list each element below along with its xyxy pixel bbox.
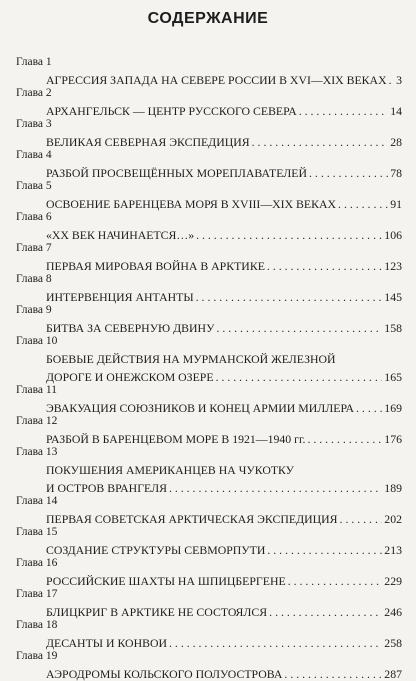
chapter-title-line <box>46 69 402 87</box>
chapter-number: Глава 3 <box>16 118 52 130</box>
chapter-title: ДЕСАНТЫ И КОНВОИ <box>46 636 168 650</box>
page-number: 106 <box>384 228 402 242</box>
toc-entry <box>16 87 402 118</box>
dot-leader <box>216 321 382 335</box>
toc-entry <box>16 650 402 681</box>
chapter-number: Глава 17 <box>16 588 58 600</box>
dot-leader <box>307 432 382 446</box>
chapter-title-line <box>46 663 402 681</box>
chapter-title: ОСВОЕНИЕ БАРЕНЦЕВА МОРЯ В XVIII—XIX ВЕКАХ <box>46 197 337 211</box>
chapter-title-line <box>46 397 402 415</box>
page-number: 202 <box>384 512 402 526</box>
chapter-title: РАЗБОЙ ПРОСВЕЩЁННЫХ МОРЕПЛАВАТЕЛЕЙ <box>46 166 308 180</box>
chapter-title: БЛИЦКРИГ В АРКТИКЕ НЕ СОСТОЯЛСЯ <box>46 605 268 619</box>
chapter-title-line <box>46 570 402 588</box>
chapter-title: АЭРОДРОМЫ КОЛЬСКОГО ПОЛУОСТРОВА <box>46 667 283 681</box>
chapter-title-line <box>46 131 402 149</box>
chapter-number: Глава 11 <box>16 384 57 396</box>
dot-leader <box>196 228 382 242</box>
toc-entry <box>16 242 402 273</box>
chapter-title: РАЗБОЙ В БАРЕНЦЕВОМ МОРЕ В 1921—1940 гг. <box>46 432 306 446</box>
page-number: 3 <box>396 73 402 87</box>
chapter-title-line <box>46 162 402 180</box>
page-number: 213 <box>384 543 402 557</box>
dot-leader <box>216 370 383 384</box>
dot-leader <box>196 290 383 304</box>
page-number: 246 <box>384 605 402 619</box>
chapter-number: Глава 14 <box>16 495 58 507</box>
chapter-title-line <box>46 286 402 304</box>
chapter-title-line <box>46 601 402 619</box>
chapter-number: Глава 7 <box>16 242 52 254</box>
chapter-number: Глава 9 <box>16 304 52 316</box>
dot-leader <box>299 104 388 118</box>
toc-entry <box>16 446 402 495</box>
chapter-title-line <box>46 255 402 273</box>
toc-entry <box>16 557 402 588</box>
dot-leader <box>267 259 382 273</box>
dot-leader <box>169 481 382 495</box>
toc-entry <box>16 149 402 180</box>
page-number: 145 <box>384 290 402 304</box>
page-number: 189 <box>384 481 402 495</box>
toc-entry <box>16 495 402 526</box>
chapter-number: Глава 19 <box>16 650 58 662</box>
toc-entry <box>16 273 402 304</box>
page-number: 91 <box>390 197 402 211</box>
table-of-contents <box>16 56 402 681</box>
dot-leader <box>389 73 395 87</box>
dot-leader <box>356 401 382 415</box>
toc-entry <box>16 526 402 557</box>
toc-entry <box>16 180 402 211</box>
chapter-number: Глава 5 <box>16 180 52 192</box>
toc-entry <box>16 304 402 335</box>
chapter-title-line <box>46 632 402 650</box>
chapter-number: Глава 16 <box>16 557 58 569</box>
page-number: 123 <box>384 259 402 273</box>
chapter-number: Глава 4 <box>16 149 52 161</box>
chapter-title-line <box>46 508 402 526</box>
dot-leader <box>269 605 382 619</box>
toc-entry <box>16 211 402 242</box>
chapter-title: ПЕРВАЯ СОВЕТСКАЯ АРКТИЧЕСКАЯ ЭКСПЕДИЦИЯ <box>46 512 338 526</box>
chapter-title-line <box>46 224 402 242</box>
toc-entry <box>16 619 402 650</box>
page-number: 14 <box>390 104 402 118</box>
chapter-number: Глава 6 <box>16 211 52 223</box>
chapter-title-continued: ДОРОГЕ И ОНЕЖСКОМ ОЗЕРЕ <box>46 370 214 384</box>
chapter-title-line <box>46 317 402 335</box>
chapter-title: РОССИЙСКИЕ ШАХТЫ НА ШПИЦБЕРГЕНЕ <box>46 574 286 588</box>
page-number: 176 <box>384 432 402 446</box>
chapter-title-line <box>46 100 402 118</box>
dot-leader <box>284 667 382 681</box>
dot-leader <box>267 543 382 557</box>
toc-entry <box>16 56 402 87</box>
page-number: 169 <box>384 401 402 415</box>
chapter-title-line <box>46 428 402 446</box>
toc-entry <box>16 588 402 619</box>
dot-leader <box>340 512 383 526</box>
chapter-number: Глава 15 <box>16 526 58 538</box>
chapter-title: «XX ВЕК НАЧИНАЕТСЯ…» <box>46 228 195 242</box>
chapter-title: АРХАНГЕЛЬСК — ЦЕНТР РУССКОГО СЕВЕРА <box>46 104 297 118</box>
toc-entry <box>16 335 402 384</box>
toc-entry <box>16 118 402 149</box>
chapter-number: Глава 1 <box>16 56 52 68</box>
chapter-number: Глава 13 <box>16 446 58 458</box>
page-number: 258 <box>384 636 402 650</box>
chapter-title: БОЕВЫЕ ДЕЙСТВИЯ НА МУРМАНСКОЙ ЖЕЛЕЗНОЙ <box>46 352 336 366</box>
page-number: 78 <box>390 166 402 180</box>
chapter-number: Глава 10 <box>16 335 58 347</box>
chapter-title-line <box>46 539 402 557</box>
toc-entry <box>16 415 402 446</box>
page-number: 158 <box>384 321 402 335</box>
chapter-title-line <box>46 459 402 495</box>
chapter-number: Глава 8 <box>16 273 52 285</box>
dot-leader <box>309 166 388 180</box>
chapter-title: ПОКУШЕНИЯ АМЕРИКАНЦЕВ НА ЧУКОТКУ <box>46 463 295 477</box>
toc-entry <box>16 384 402 415</box>
page-title: СОДЕРЖАНИЕ <box>147 10 269 27</box>
dot-leader <box>169 636 382 650</box>
chapter-title: БИТВА ЗА СЕВЕРНУЮ ДВИНУ <box>46 321 215 335</box>
page-number: 229 <box>384 574 402 588</box>
chapter-title: ЭВАКУАЦИЯ СОЮЗНИКОВ И КОНЕЦ АРМИИ МИЛЛЕРА <box>46 401 355 415</box>
page-number: 287 <box>384 667 402 681</box>
chapter-title: ИНТЕРВЕНЦИЯ АНТАНТЫ <box>46 290 194 304</box>
page-number: 28 <box>390 135 402 149</box>
chapter-title-line <box>46 193 402 211</box>
chapter-number: Глава 18 <box>16 619 58 631</box>
dot-leader <box>338 197 388 211</box>
dot-leader <box>288 574 383 588</box>
chapter-title: АГРЕССИЯ ЗАПАДА НА СЕВЕРЕ РОССИИ В XVI—XIX ВЕКАХ <box>46 73 387 87</box>
chapter-number: Глава 12 <box>16 415 58 427</box>
page-number: 165 <box>384 370 402 384</box>
dot-leader <box>252 135 389 149</box>
chapter-title: ПЕРВАЯ МИРОВАЯ ВОЙНА В АРКТИКЕ <box>46 259 265 273</box>
chapter-title-line <box>46 348 402 384</box>
chapter-title: ВЕЛИКАЯ СЕВЕРНАЯ ЭКСПЕДИЦИЯ <box>46 135 250 149</box>
chapter-title-continued: И ОСТРОВ ВРАНГЕЛЯ <box>46 481 167 495</box>
chapter-title: СОЗДАНИЕ СТРУКТУРЫ СЕВМОРПУТИ <box>46 543 266 557</box>
chapter-number: Глава 2 <box>16 87 52 99</box>
